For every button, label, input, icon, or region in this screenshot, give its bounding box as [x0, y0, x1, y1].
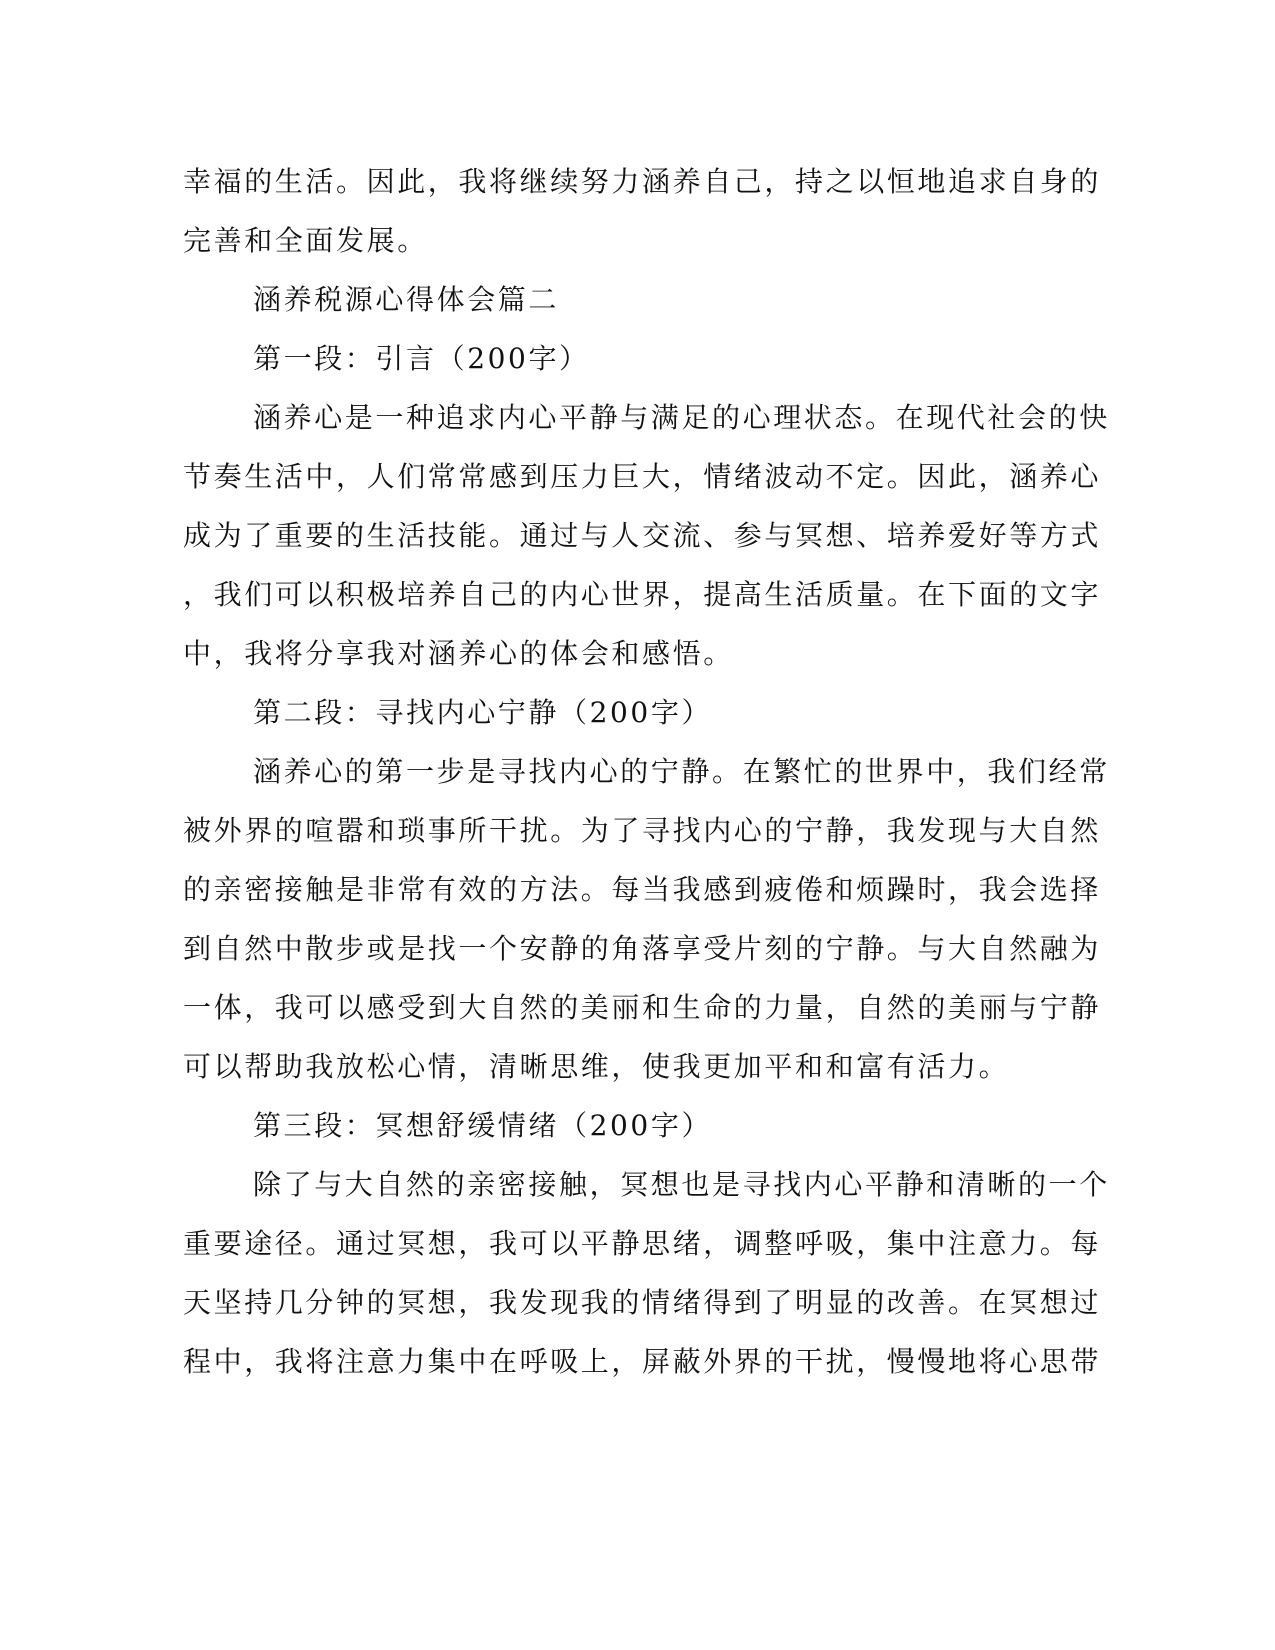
paragraph-first-line: 除了与大自然的亲密接触，冥想也是寻找内心平静和清晰的一个 — [253, 1168, 1110, 1201]
text-line: 节奏生活中，人们常常感到压力巨大，情绪波动不定。因此，涵养心 — [183, 460, 1102, 493]
text-line: 成为了重要的生活技能。通过与人交流、参与冥想、培养爱好等方式 — [183, 519, 1102, 552]
paragraph-first-line: 涵养心的第一步是寻找内心的宁静。在繁忙的世界中，我们经常 — [253, 755, 1110, 788]
text-line: ，我们可以积极培养自己的内心世界，提高生活质量。在下面的文字 — [183, 578, 1102, 611]
text-line: 一体，我可以感受到大自然的美丽和生命的力量，自然的美丽与宁静 — [183, 991, 1102, 1024]
text-line: 天坚持几分钟的冥想，我发现我的情绪得到了明显的改善。在冥想过 — [183, 1286, 1102, 1319]
document-body — [183, 152, 1110, 1391]
text-line: 程中，我将注意力集中在呼吸上，屏蔽外界的干扰，慢慢地将心思带 — [183, 1345, 1102, 1378]
text-line: 可以帮助我放松心情，清晰思维，使我更加平和和富有活力。 — [183, 1050, 1010, 1083]
text-line: 完善和全面发展。 — [183, 224, 428, 257]
text-line: 幸福的生活。因此，我将继续努力涵养自己，持之以恒地追求自身的 — [183, 165, 1102, 198]
text-line: 中，我将分享我对涵养心的体会和感悟。 — [183, 637, 734, 670]
paragraph-first-line: 涵养心是一种追求内心平静与满足的心理状态。在现代社会的快 — [253, 401, 1110, 434]
section-heading: 第一段：引言（200字） — [253, 342, 590, 375]
text-line: 被外界的喧嚣和琐事所干扰。为了寻找内心的宁静，我发现与大自然 — [183, 814, 1102, 847]
text-line: 重要途径。通过冥想，我可以平静思绪，调整呼吸，集中注意力。每 — [183, 1227, 1102, 1260]
text-line: 到自然中散步或是找一个安静的角落享受片刻的宁静。与大自然融为 — [183, 932, 1102, 965]
text-line: 的亲密接触是非常有效的方法。每当我感到疲倦和烦躁时，我会选择 — [183, 873, 1102, 906]
section-title: 涵养税源心得体会篇二 — [253, 283, 560, 316]
section-heading: 第三段：冥想舒缓情绪（200字） — [253, 1109, 713, 1142]
section-heading: 第二段：寻找内心宁静（200字） — [253, 696, 713, 729]
